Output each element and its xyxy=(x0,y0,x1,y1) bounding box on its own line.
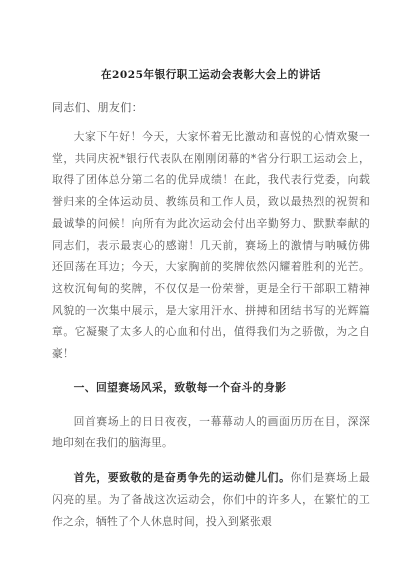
paragraph-opening: 大家下午好！今天，大家怀着无比激动和喜悦的心情欢聚一堂，共同庆祝*银行代表队在刚刚闭幕的*省分行职工运动会上，取得了团体总分第二名的优异成绩！在此，我代表行党委，向载誉归来的全体运动员、教练员和工作人员，致以最热烈的祝贺和最诚挚的问候！向所有为此次运动会付出辛勤努力、默默奉献的同志们，表示最衷心的感谢！几天前，赛场上的激情与呐喊仿佛还回荡在耳边；今天，大家胸前的奖牌依然闪耀着胜利的光芒。这枚沉甸甸的奖牌，不仅仅是一份荣誉，更是全行干部职工精神风貌的一次集中展示，是大家用汗水、拼搏和团结书写的光辉篇章。它凝聚了太多人的心血和付出，值得我们为之骄傲，为之自豪！ xyxy=(52,130,370,361)
paragraph-review: 回首赛场上的日日夜夜，一幕幕动人的画面历历在目，深深地印刻在我们的脑海里。 xyxy=(52,414,370,450)
salutation: 同志们、朋友们： xyxy=(52,101,144,114)
paragraph-athletes-body: 你们是赛场上最闪亮的星。为了备战这次运动会，你们中的许多人，在繁忙的工作之余，牺牲了个人休息时间，投入到紧张艰 xyxy=(52,471,370,528)
paragraph-athletes-lead: 首先，要致敬的是奋勇争先的运动健儿们。 xyxy=(73,471,291,485)
paragraph-athletes xyxy=(52,467,370,532)
document-title: 在2025年银行职工运动会表彰大会上的讲话 xyxy=(100,69,322,81)
section-heading-1: 一、回望赛场风采，致敬每一个奋斗的身影 xyxy=(73,380,287,394)
